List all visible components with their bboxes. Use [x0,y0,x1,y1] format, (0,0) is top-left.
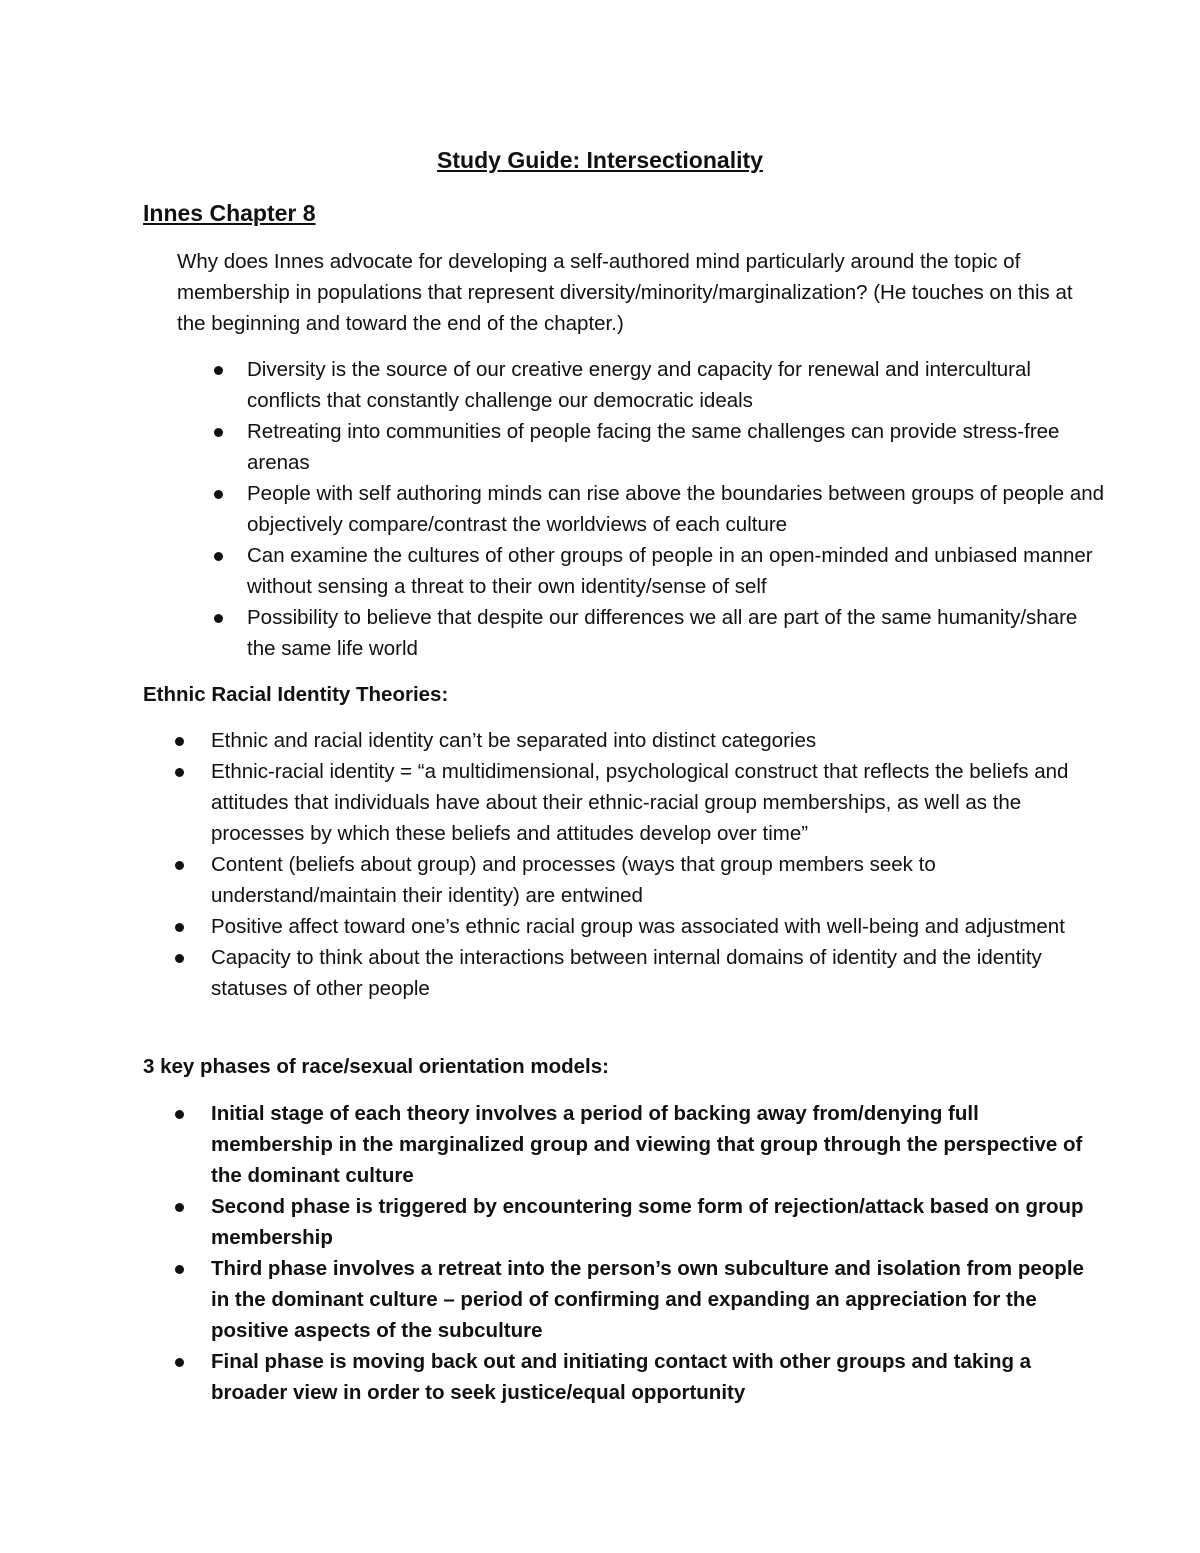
bullet-icon [214,614,223,623]
bullet-icon [175,923,184,932]
list-item-text: Ethnic-racial identity = “a multidimensional, psychological construct that reflects the beliefs and attitudes that individuals have about their ethnic-racial group memberships, as well as the processes by which these beliefs and attitudes develop over time” [211,760,1069,845]
bullet-icon [175,768,184,777]
bullet-icon [214,490,223,499]
bullet-icon [175,1358,184,1367]
list-item [211,725,1091,756]
bullet-icon [214,366,223,375]
list-item [211,911,1091,942]
bullet-icon [175,1265,184,1274]
list-item [247,478,1107,540]
list-item [247,540,1107,602]
list-item-text: Can examine the cultures of other groups of people in an open-minded and unbiased manner without sensing a threat to their own identity/sense of self [247,544,1093,598]
list-item [211,756,1091,849]
list-item-text: People with self authoring minds can rise above the boundaries between groups of people and objectively compare/contrast the worldviews of each culture [247,482,1105,536]
list-item-text: Ethnic and racial identity can’t be separated into distinct categories [211,729,817,752]
list-item [247,354,1107,416]
ethnic-racial-heading: Ethnic Racial Identity Theories: [143,683,449,706]
chapter-question: Why does Innes advocate for developing a self-authored mind particularly around the topic of membership in populations that represent diversity/minority/marginalization? (He touches on this at the beginning and toward the end of the chapter.) [177,250,1073,335]
list-item-text: Initial stage of each theory involves a period of backing away from/denying full membership in the marginalized group and viewing that group through the perspective of the dominant culture [211,1102,1083,1187]
list-item-text: Final phase is moving back out and initiating contact with other groups and taking a broader view in order to seek justice/equal opportunity [211,1350,1032,1404]
chapter-bullet-list [247,354,1107,664]
list-item-text: Third phase involves a retreat into the person’s own subculture and isolation from people in the dominant culture – period of confirming and expanding an appreciation for the positive aspects of the subculture [211,1257,1084,1342]
list-item [247,602,1107,664]
phases-bullet-list [211,1098,1091,1408]
list-item [211,849,1091,911]
list-item-text: Content (beliefs about group) and processes (ways that group members seek to understand/maintain their identity) are entwined [211,853,936,907]
list-item [211,1098,1091,1191]
list-item-text: Diversity is the source of our creative energy and capacity for renewal and intercultural conflicts that constantly challenge our democratic ideals [247,358,1031,412]
bullet-icon [214,552,223,561]
chapter-heading: Innes Chapter 8 [143,200,316,226]
list-item-text: Second phase is triggered by encountering some form of rejection/attack based on group membership [211,1195,1084,1249]
list-item [211,1253,1091,1346]
list-item [211,1346,1091,1408]
list-item-text: Possibility to believe that despite our differences we all are part of the same humanity/share the same life world [247,606,1078,660]
bullet-icon [175,954,184,963]
bullet-icon [175,1203,184,1212]
list-item-text: Capacity to think about the interactions between internal domains of identity and the identity statuses of other people [211,946,1042,1000]
list-item [247,416,1107,478]
bullet-icon [175,861,184,870]
list-item-text: Positive affect toward one’s ethnic racial group was associated with well-being and adjustment [211,915,1065,938]
bullet-icon [175,1110,184,1119]
bullet-icon [175,737,184,746]
bullet-icon [214,428,223,437]
list-item [211,942,1091,1004]
list-item [211,1191,1091,1253]
phases-heading: 3 key phases of race/sexual orientation models: [143,1055,609,1078]
page-title: Study Guide: Intersectionality [437,147,763,173]
ethnic-racial-bullet-list [211,725,1091,1004]
list-item-text: Retreating into communities of people facing the same challenges can provide stress-free arenas [247,420,1060,474]
